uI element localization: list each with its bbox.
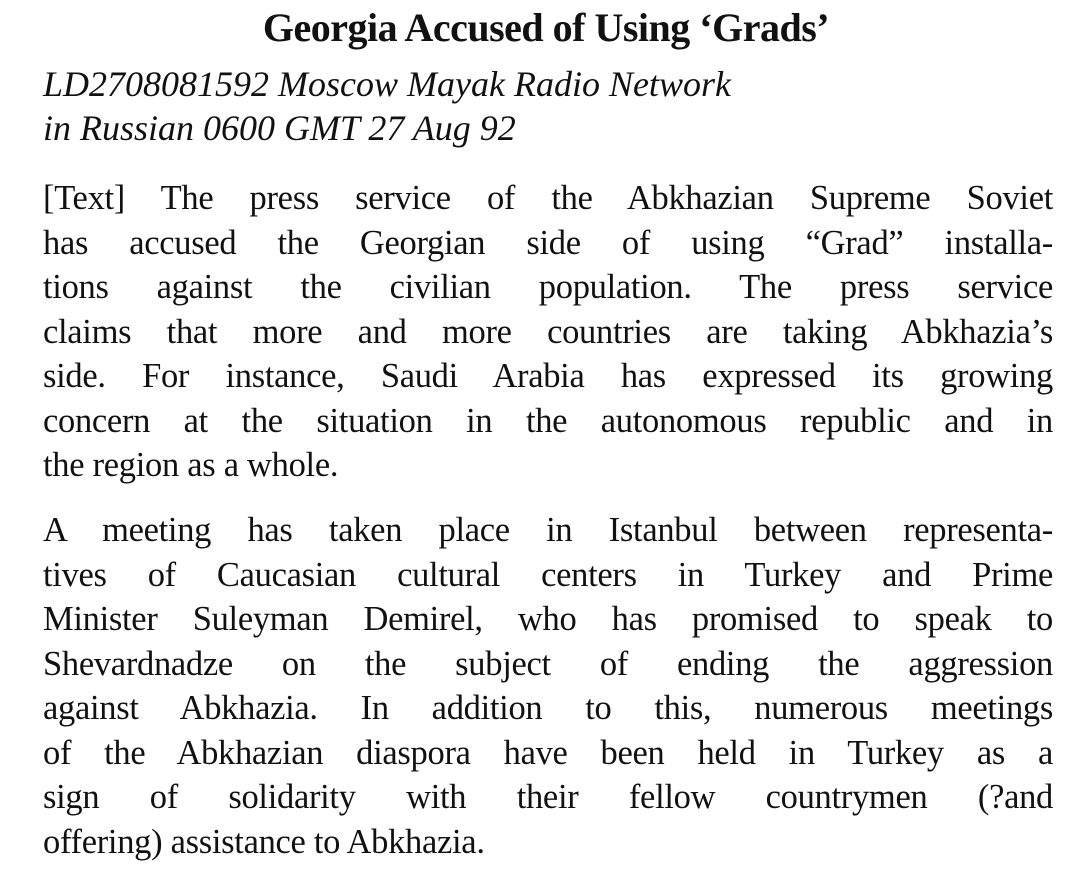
- paragraph-line: sign of solidarity with their fellow countrymen (?and: [43, 778, 1053, 816]
- article-headline: Georgia Accused of Using ‘Grads’: [262, 5, 830, 50]
- paragraph-line: claims that more and more countries are taking Abkhazia’s: [43, 312, 1053, 351]
- paragraph-line: has accused the Georgian side of using “Grad” installa-: [43, 223, 1053, 262]
- paragraph-line: Minister Suleyman Demirel, who has promised to speak to: [43, 600, 1053, 638]
- article-paragraph-1: [43, 176, 1053, 488]
- paragraph-line: against Abkhazia. In addition to this, numerous meetings: [43, 689, 1053, 727]
- paragraph-line: [Text] The press service of the Abkhazian Supreme Soviet: [43, 179, 1053, 217]
- paragraph-line: Shevardnadze on the subject of ending the aggression: [43, 644, 1053, 683]
- article-paragraph-2: [43, 508, 1053, 864]
- article-source-line: [43, 62, 1053, 150]
- paragraph-line: the region as a whole.: [43, 446, 339, 484]
- source-line-2: in Russian 0600 GMT 27 Aug 92: [43, 108, 516, 148]
- source-line-1: LD2708081592 Moscow Mayak Radio Network: [43, 64, 731, 104]
- paragraph-line: offering) assistance to Abkhazia.: [43, 822, 485, 861]
- paragraph-line: side. For instance, Saudi Arabia has expressed its growing: [43, 357, 1053, 395]
- paragraph-line: A meeting has taken place in Istanbul between representa-: [43, 511, 1053, 549]
- paragraph-line: of the Abkhazian diaspora have been held in Turkey as a: [43, 733, 1053, 772]
- paragraph-line: tives of Caucasian cultural centers in Turkey and Prime: [43, 555, 1053, 594]
- paragraph-line: concern at the situation in the autonomous republic and in: [43, 401, 1053, 440]
- paragraph-line: tions against the civilian population. The press service: [43, 268, 1053, 306]
